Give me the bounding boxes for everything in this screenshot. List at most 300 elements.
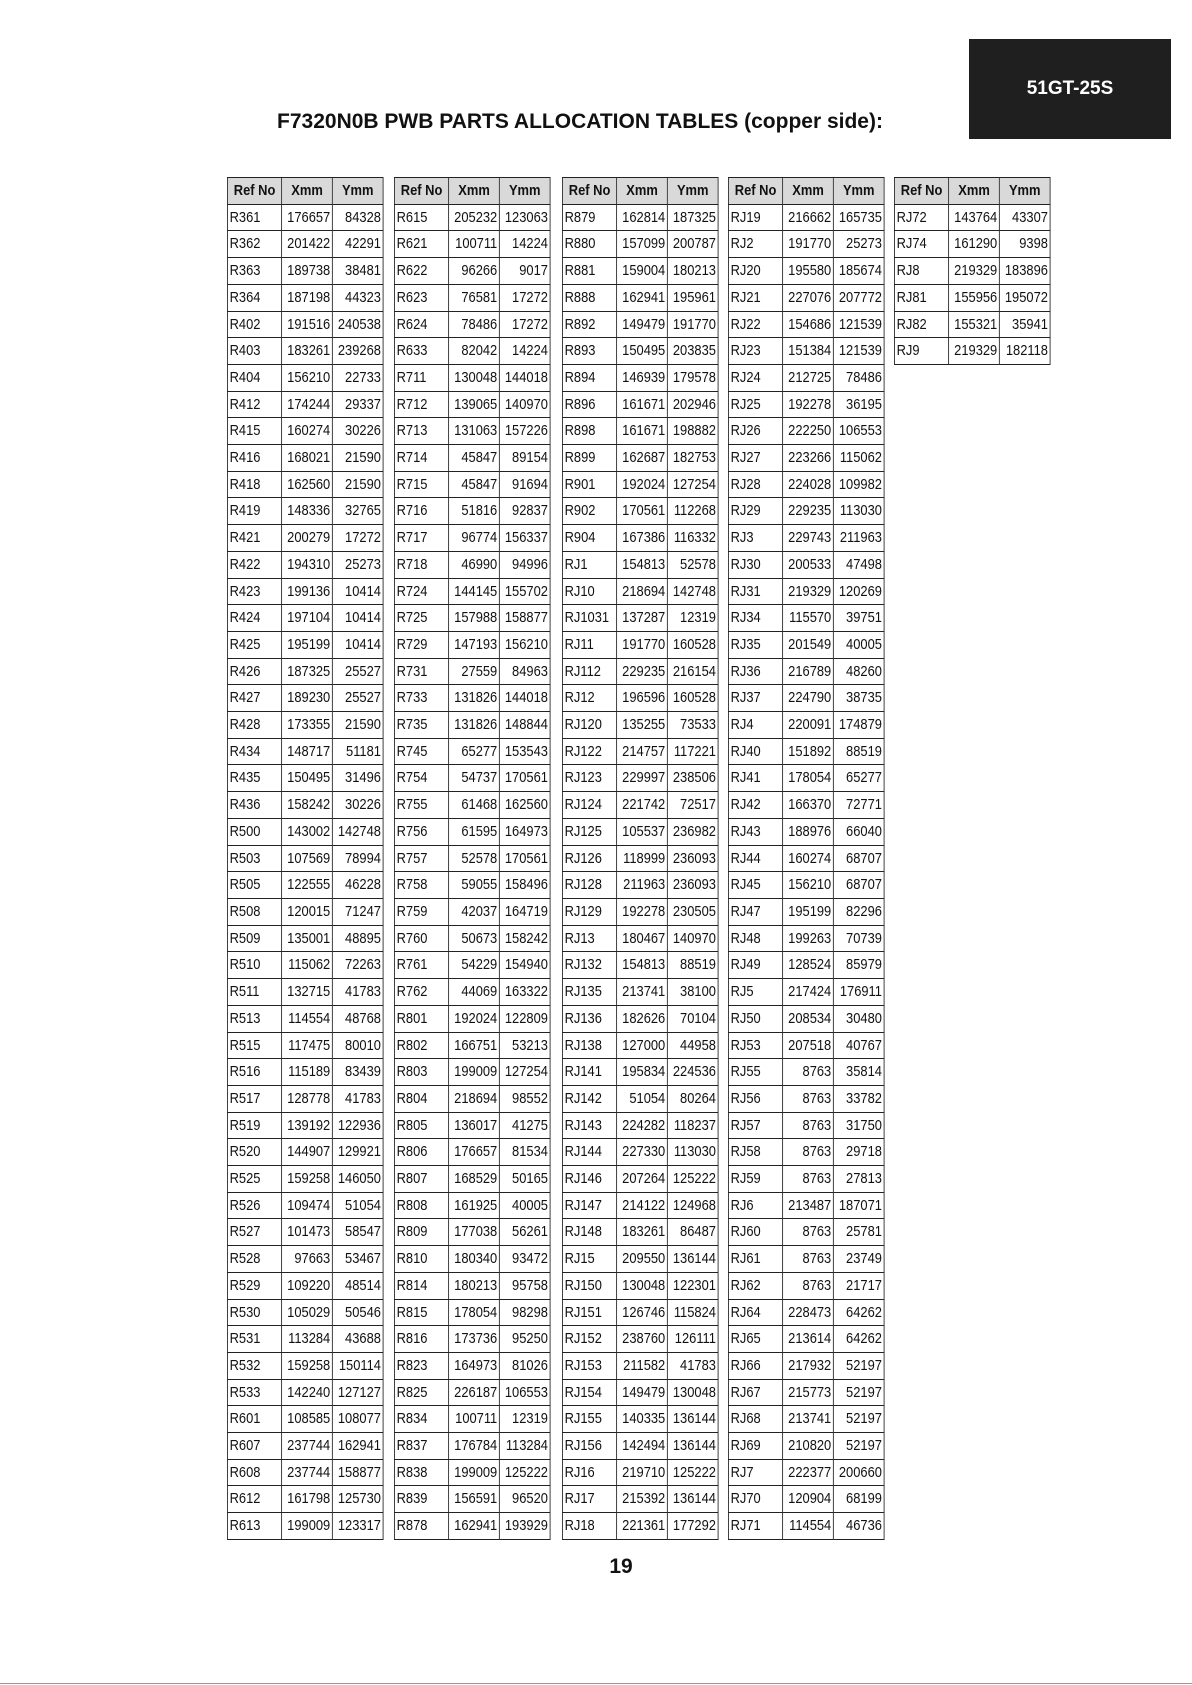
xmm-cell: 96266 (449, 258, 500, 285)
ymm-cell: 41783 (332, 979, 383, 1006)
xmm-cell: 199136 (282, 578, 333, 605)
ref-cell: R510 (227, 952, 281, 979)
ymm-cell: 40005 (833, 631, 884, 658)
table-row (562, 391, 718, 418)
xmm-cell: 156210 (783, 872, 834, 899)
xmm-cell: 191770 (783, 231, 834, 258)
xmm-cell: 166751 (449, 1032, 500, 1059)
xmm-cell: 59055 (449, 872, 500, 899)
table-row (562, 1059, 718, 1086)
table-header-row (394, 178, 550, 205)
xmm-cell: 216789 (783, 658, 834, 685)
ref-cell: R519 (227, 1112, 281, 1139)
ref-cell: RJ70 (728, 1486, 782, 1513)
ymm-cell: 115824 (667, 1299, 718, 1326)
table-row (728, 204, 884, 231)
ymm-cell: 17272 (332, 525, 383, 552)
ref-cell: R621 (394, 231, 448, 258)
table-row (728, 1005, 884, 1032)
xmm-cell: 155956 (949, 284, 1000, 311)
ymm-cell: 142748 (667, 578, 718, 605)
xmm-cell: 139065 (449, 391, 500, 418)
ymm-cell: 162941 (332, 1433, 383, 1460)
ref-cell: R404 (227, 364, 281, 391)
ymm-cell: 187325 (667, 204, 718, 231)
ref-cell: R762 (394, 979, 448, 1006)
table-row (562, 1112, 718, 1139)
ref-cell: RJ36 (728, 658, 782, 685)
ref-cell: R525 (227, 1166, 281, 1193)
xmm-cell: 208534 (783, 1005, 834, 1032)
ref-cell: RJ37 (728, 685, 782, 712)
ymm-cell: 123063 (499, 204, 550, 231)
ref-cell: R761 (394, 952, 448, 979)
ymm-cell: 10414 (332, 605, 383, 632)
ref-cell: R530 (227, 1299, 281, 1326)
ref-cell: RJ50 (728, 1005, 782, 1032)
xmm-cell: 217424 (783, 979, 834, 1006)
table-row (227, 1379, 383, 1406)
xmm-cell: 8763 (783, 1246, 834, 1273)
xmm-cell: 144145 (449, 578, 500, 605)
ref-cell: R902 (562, 498, 616, 525)
xmm-cell: 192024 (449, 1005, 500, 1032)
ymm-cell: 95250 (499, 1326, 550, 1353)
table-row (728, 1166, 884, 1193)
table-row (227, 1192, 383, 1219)
header-ref-no: Ref No (394, 178, 448, 205)
table-row (394, 979, 550, 1006)
xmm-cell: 195580 (783, 258, 834, 285)
table-row (728, 1112, 884, 1139)
table-row (562, 204, 718, 231)
ref-cell: RJ7 (728, 1459, 782, 1486)
xmm-cell: 120015 (282, 898, 333, 925)
table-row (227, 685, 383, 712)
xmm-cell: 146939 (617, 364, 668, 391)
ref-cell: RJ19 (728, 204, 782, 231)
xmm-cell: 109220 (282, 1272, 333, 1299)
xmm-cell: 158242 (282, 792, 333, 819)
ymm-cell: 9398 (999, 231, 1050, 258)
ymm-cell: 202946 (667, 391, 718, 418)
ymm-cell: 136144 (667, 1406, 718, 1433)
ymm-cell: 53213 (499, 1032, 550, 1059)
xmm-cell: 114554 (282, 1005, 333, 1032)
xmm-cell: 105537 (617, 818, 668, 845)
xmm-cell: 142240 (282, 1379, 333, 1406)
ref-cell: R807 (394, 1166, 448, 1193)
xmm-cell: 131826 (449, 685, 500, 712)
xmm-cell: 143002 (282, 818, 333, 845)
table-row (227, 551, 383, 578)
ymm-cell: 180213 (667, 258, 718, 285)
table-row (562, 231, 718, 258)
ref-cell: RJ8 (894, 258, 948, 285)
ymm-cell: 23749 (833, 1246, 884, 1273)
xmm-cell: 227076 (783, 284, 834, 311)
table-row (227, 952, 383, 979)
ymm-cell: 136144 (667, 1433, 718, 1460)
ymm-cell: 72771 (833, 792, 884, 819)
ymm-cell: 125222 (499, 1459, 550, 1486)
ymm-cell: 21590 (332, 445, 383, 472)
xmm-cell: 45847 (449, 445, 500, 472)
ref-cell: RJ56 (728, 1085, 782, 1112)
ymm-cell: 112268 (667, 498, 718, 525)
table-row (562, 1433, 718, 1460)
ref-cell: R729 (394, 631, 448, 658)
table-row (227, 872, 383, 899)
ymm-cell: 43688 (332, 1326, 383, 1353)
xmm-cell: 132715 (282, 979, 333, 1006)
ymm-cell: 108077 (332, 1406, 383, 1433)
table-row (894, 231, 1050, 258)
ymm-cell: 130048 (667, 1379, 718, 1406)
table-row (394, 712, 550, 739)
ymm-cell: 53467 (332, 1246, 383, 1273)
ymm-cell: 156210 (499, 631, 550, 658)
ymm-cell: 50165 (499, 1166, 550, 1193)
ref-cell: R731 (394, 658, 448, 685)
header-ymm: Ymm (332, 178, 383, 205)
ref-cell: R714 (394, 445, 448, 472)
ymm-cell: 158242 (499, 925, 550, 952)
table-row (562, 471, 718, 498)
ref-cell: R716 (394, 498, 448, 525)
xmm-cell: 191516 (282, 311, 333, 338)
table-row (562, 1032, 718, 1059)
ref-cell: RJ125 (562, 818, 616, 845)
table-row (562, 1085, 718, 1112)
ref-cell: R725 (394, 605, 448, 632)
ref-cell: RJ147 (562, 1192, 616, 1219)
xmm-cell: 224282 (617, 1112, 668, 1139)
ref-cell: R515 (227, 1032, 281, 1059)
xmm-cell: 207264 (617, 1166, 668, 1193)
ymm-cell: 116332 (667, 525, 718, 552)
ymm-cell: 52197 (833, 1433, 884, 1460)
table-row (227, 498, 383, 525)
xmm-cell: 8763 (783, 1166, 834, 1193)
ref-cell: RJ5 (728, 979, 782, 1006)
ref-cell: R428 (227, 712, 281, 739)
ref-cell: R623 (394, 284, 448, 311)
table-row (394, 1352, 550, 1379)
table-row (562, 712, 718, 739)
xmm-cell: 159258 (282, 1352, 333, 1379)
ymm-cell: 39751 (833, 605, 884, 632)
ref-cell: R713 (394, 418, 448, 445)
ymm-cell: 122936 (332, 1112, 383, 1139)
ref-cell: RJ10 (562, 578, 616, 605)
table-row (728, 792, 884, 819)
table-row (728, 979, 884, 1006)
xmm-cell: 105029 (282, 1299, 333, 1326)
ref-cell: RJ143 (562, 1112, 616, 1139)
xmm-cell: 196596 (617, 685, 668, 712)
ref-cell: R878 (394, 1513, 448, 1540)
table-row (227, 712, 383, 739)
table-row (894, 311, 1050, 338)
xmm-cell: 142494 (617, 1433, 668, 1460)
table-row (728, 1219, 884, 1246)
xmm-cell: 178054 (449, 1299, 500, 1326)
ref-cell: R838 (394, 1459, 448, 1486)
xmm-cell: 200533 (783, 551, 834, 578)
ymm-cell: 182118 (999, 338, 1050, 365)
header-ref-no: Ref No (562, 178, 616, 205)
header-ymm: Ymm (499, 178, 550, 205)
ref-cell: R612 (227, 1486, 281, 1513)
ymm-cell: 224536 (667, 1059, 718, 1086)
ref-cell: R880 (562, 231, 616, 258)
xmm-cell: 128778 (282, 1085, 333, 1112)
ymm-cell: 38481 (332, 258, 383, 285)
ref-cell: R500 (227, 818, 281, 845)
ymm-cell: 64262 (833, 1326, 884, 1353)
ref-cell: RJ71 (728, 1513, 782, 1540)
header-ref-no: Ref No (227, 178, 281, 205)
ymm-cell: 174879 (833, 712, 884, 739)
table-row (227, 605, 383, 632)
xmm-cell: 100711 (449, 1406, 500, 1433)
table-row (394, 658, 550, 685)
table-row (562, 1486, 718, 1513)
table-row (227, 1272, 383, 1299)
xmm-cell: 107569 (282, 845, 333, 872)
ref-cell: R520 (227, 1139, 281, 1166)
table-row (562, 364, 718, 391)
xmm-cell: 160274 (783, 845, 834, 872)
ref-cell: RJ48 (728, 925, 782, 952)
table-row (562, 738, 718, 765)
table-row (728, 1406, 884, 1433)
xmm-cell: 213741 (783, 1406, 834, 1433)
table-row (227, 1433, 383, 1460)
ymm-cell: 17272 (499, 311, 550, 338)
table-row (562, 605, 718, 632)
ref-cell: RJ12 (562, 685, 616, 712)
table-row (227, 578, 383, 605)
bottom-rule (0, 1683, 1192, 1684)
ymm-cell: 240538 (332, 311, 383, 338)
table-row (394, 311, 550, 338)
ymm-cell: 65277 (833, 765, 884, 792)
table-row (728, 1059, 884, 1086)
ref-cell: R801 (394, 1005, 448, 1032)
xmm-cell: 113284 (282, 1326, 333, 1353)
ymm-cell: 127127 (332, 1379, 383, 1406)
xmm-cell: 117475 (282, 1032, 333, 1059)
ref-cell: R809 (394, 1219, 448, 1246)
table-row (394, 551, 550, 578)
xmm-cell: 224028 (783, 471, 834, 498)
ref-cell: RJ81 (894, 284, 948, 311)
ymm-cell: 216154 (667, 658, 718, 685)
ref-cell: RJ31 (728, 578, 782, 605)
allocation-table-5 (894, 177, 1051, 365)
ymm-cell: 121539 (833, 338, 884, 365)
xmm-cell: 100711 (449, 231, 500, 258)
ref-cell: R608 (227, 1459, 281, 1486)
xmm-cell: 156591 (449, 1486, 500, 1513)
xmm-cell: 42037 (449, 898, 500, 925)
xmm-cell: 187325 (282, 658, 333, 685)
xmm-cell: 223266 (783, 445, 834, 472)
ref-cell: RJ126 (562, 845, 616, 872)
ref-cell: RJ6 (728, 1192, 782, 1219)
ymm-cell: 123317 (332, 1513, 383, 1540)
table-row (394, 1379, 550, 1406)
ref-cell: RJ152 (562, 1326, 616, 1353)
table-row (227, 818, 383, 845)
xmm-cell: 109474 (282, 1192, 333, 1219)
ref-cell: RJ55 (728, 1059, 782, 1086)
ymm-cell: 10414 (332, 578, 383, 605)
ymm-cell: 154940 (499, 952, 550, 979)
xmm-cell: 126746 (617, 1299, 668, 1326)
ref-cell: RJ27 (728, 445, 782, 472)
ymm-cell: 140970 (667, 925, 718, 952)
xmm-cell: 195199 (282, 631, 333, 658)
header-ref-no: Ref No (728, 178, 782, 205)
xmm-cell: 52578 (449, 845, 500, 872)
table-row (394, 1005, 550, 1032)
ref-cell: RJ155 (562, 1406, 616, 1433)
ref-cell: RJ53 (728, 1032, 782, 1059)
xmm-cell: 161925 (449, 1192, 500, 1219)
ref-cell: R881 (562, 258, 616, 285)
ref-cell: R806 (394, 1139, 448, 1166)
ymm-cell: 183896 (999, 258, 1050, 285)
table-row (394, 1246, 550, 1273)
ymm-cell: 160528 (667, 685, 718, 712)
xmm-cell: 221361 (617, 1513, 668, 1540)
ref-cell: RJ74 (894, 231, 948, 258)
ref-cell: RJ58 (728, 1139, 782, 1166)
xmm-cell: 228473 (783, 1299, 834, 1326)
xmm-cell: 8763 (783, 1139, 834, 1166)
ymm-cell: 43307 (999, 204, 1050, 231)
ymm-cell: 31496 (332, 765, 383, 792)
table-row (227, 204, 383, 231)
ref-cell: RJ141 (562, 1059, 616, 1086)
xmm-cell: 218694 (449, 1085, 500, 1112)
xmm-cell: 46990 (449, 551, 500, 578)
xmm-cell: 174244 (282, 391, 333, 418)
table-row (728, 391, 884, 418)
table-row (562, 1352, 718, 1379)
ymm-cell: 230505 (667, 898, 718, 925)
model-number: 51GT-25S (1026, 78, 1114, 99)
table-row (394, 898, 550, 925)
ref-cell: R528 (227, 1246, 281, 1273)
ref-cell: R511 (227, 979, 281, 1006)
table-row (227, 1219, 383, 1246)
xmm-cell: 178054 (783, 765, 834, 792)
ref-cell: RJ29 (728, 498, 782, 525)
ref-cell: R757 (394, 845, 448, 872)
table-row (728, 738, 884, 765)
table-row (394, 418, 550, 445)
xmm-cell: 213487 (783, 1192, 834, 1219)
table-row (562, 1246, 718, 1273)
ymm-cell: 17272 (499, 284, 550, 311)
table-row (562, 1406, 718, 1433)
table-row (562, 1219, 718, 1246)
ref-cell: RJ43 (728, 818, 782, 845)
ymm-cell: 195072 (999, 284, 1050, 311)
ymm-cell: 46736 (833, 1513, 884, 1540)
xmm-cell: 166370 (783, 792, 834, 819)
ref-cell: R893 (562, 338, 616, 365)
table-row (728, 1486, 884, 1513)
ref-cell: R517 (227, 1085, 281, 1112)
ref-cell: RJ15 (562, 1246, 616, 1273)
table-row (728, 631, 884, 658)
ymm-cell: 88519 (833, 738, 884, 765)
ref-cell: RJ23 (728, 338, 782, 365)
xmm-cell: 188976 (783, 818, 834, 845)
xmm-cell: 157988 (449, 605, 500, 632)
table-row (728, 818, 884, 845)
ref-cell: RJ151 (562, 1299, 616, 1326)
ymm-cell: 85979 (833, 952, 884, 979)
ref-cell: R403 (227, 338, 281, 365)
table-row (728, 1032, 884, 1059)
ymm-cell: 72517 (667, 792, 718, 819)
table-row (227, 658, 383, 685)
ymm-cell: 140970 (499, 391, 550, 418)
table-row (394, 231, 550, 258)
ymm-cell: 200787 (667, 231, 718, 258)
table-row (894, 284, 1050, 311)
xmm-cell: 27559 (449, 658, 500, 685)
table-row (728, 1352, 884, 1379)
xmm-cell: 237744 (282, 1433, 333, 1460)
xmm-cell: 115570 (783, 605, 834, 632)
ymm-cell: 164973 (499, 818, 550, 845)
ymm-cell: 52197 (833, 1406, 884, 1433)
page-title: F7320N0B PWB PARTS ALLOCATION TABLES (copper side): (277, 110, 883, 133)
xmm-cell: 226187 (449, 1379, 500, 1406)
table-row (394, 1112, 550, 1139)
ymm-cell: 14224 (499, 231, 550, 258)
table-row (394, 1139, 550, 1166)
ref-cell: R509 (227, 925, 281, 952)
xmm-cell: 157099 (617, 231, 668, 258)
ref-cell: RJ146 (562, 1166, 616, 1193)
table-row (227, 1513, 383, 1540)
ymm-cell: 66040 (833, 818, 884, 845)
xmm-cell: 54737 (449, 765, 500, 792)
ymm-cell: 25527 (332, 685, 383, 712)
xmm-cell: 207518 (783, 1032, 834, 1059)
ymm-cell: 88519 (667, 952, 718, 979)
xmm-cell: 127000 (617, 1032, 668, 1059)
xmm-cell: 229235 (783, 498, 834, 525)
ref-cell: RJ66 (728, 1352, 782, 1379)
ymm-cell: 126111 (667, 1326, 718, 1353)
table-row (394, 605, 550, 632)
table-row (394, 1085, 550, 1112)
ymm-cell: 21717 (833, 1272, 884, 1299)
allocation-table-3 (562, 177, 719, 1540)
table-row (728, 498, 884, 525)
ref-cell: RJ65 (728, 1326, 782, 1353)
ref-cell: R894 (562, 364, 616, 391)
